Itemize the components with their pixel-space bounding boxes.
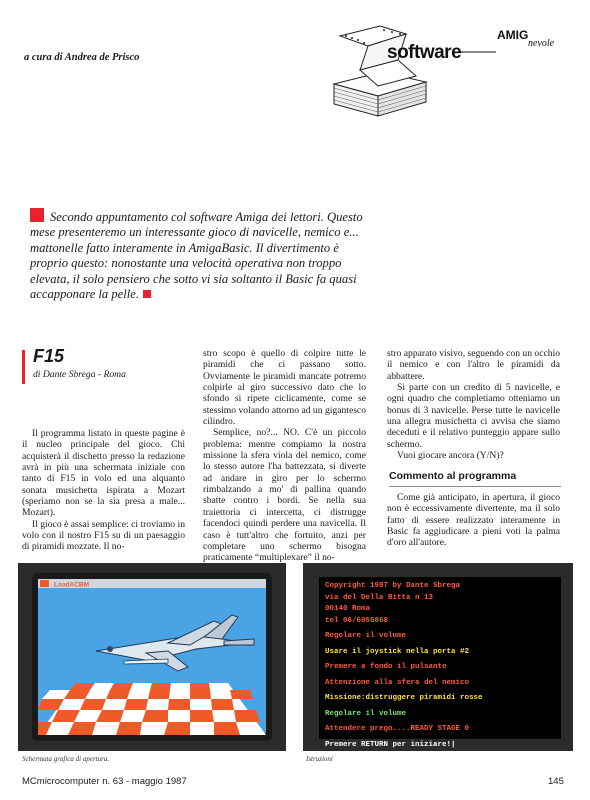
- terminal-line: Attenzione alla sfera del nemico: [325, 678, 470, 687]
- checkerboard-floor: [38, 683, 266, 735]
- paragraph: stro scopo è quello di colpire tutte le piramidi che ci passano sotto. Ovviamente le piramidi mancate potremo colpirle al giro successivo dato che lo sfondo si ripete ciclicamente, come se stessimo volando attorno ad un gigantesco cilindro.: [203, 348, 366, 428]
- paragraph: stro apparato visivo, seguendo con un occhio il nemico e con l'altro le piramidi da abbattere.: [387, 348, 560, 382]
- window-title: LoadACBM: [54, 581, 90, 589]
- terminal-line: Copyright 1987 by Dante Sbrega: [325, 582, 461, 590]
- curated-by: a cura di Andrea de Prisco: [24, 52, 140, 63]
- brand-logo: AMIG: [497, 28, 529, 42]
- terminal-line: Regolare il volume: [325, 709, 407, 718]
- intro-text: Secondo appuntamento col software Amiga dei lettori. Questo mese presenteremo un interessante gioco di navicelle, nemico e... mattonelle fatto interamente in AmigaBasic. Il divertimento è proprio questo: nonostante una velocità operativa non troppo elevata, il solo pensiero che sotto vi sia soltanto il Basic fa quasi accapponare la pelle.: [30, 210, 363, 302]
- article-column-1: [22, 428, 185, 553]
- subheading-rule: [389, 486, 561, 487]
- instructions-screen-photo: [303, 563, 573, 751]
- article-column-3-continued: [387, 492, 560, 549]
- software-logo-graphic: [322, 22, 498, 130]
- terminal-line: via del Della Bitta n 13: [325, 593, 434, 602]
- terminal-line: Regolare il volume: [325, 632, 407, 640]
- page-number: 145: [548, 776, 564, 787]
- right-caption: Istruzioni: [306, 755, 333, 763]
- opening-screen-photo: [18, 563, 286, 751]
- paragraph: Il gioco è assai semplice: ci troviamo in volo con il nostro F15 su di un paesaggio di piramidi mozzate. Il no-: [22, 518, 185, 553]
- article-column-3: [387, 348, 560, 461]
- magazine-issue: MCmicrocomputer n. 63 - maggio 1987: [22, 776, 187, 787]
- title-accent-bar: [22, 350, 25, 384]
- brand-logo-suffix: nevole: [528, 38, 555, 49]
- terminal-screen: [319, 577, 561, 749]
- terminal-lines: [319, 577, 561, 751]
- paragraph: Semplice, no?... NO. C'è un piccolo problema: mentre compiamo la nostra missione la sfera viola del nemico, come lo stesso autore l'ha battezzata, si diverte ad andare in giro per lo schermo rimbalzando a mo' di pallina quando sbatte contro i bordi. Se nella sua traiettoria ci intercetta, ci distrugge facendoci quindi perdere una navicella. Il caso è tutt'altro che fortuito, anzi per completare uno schermo bisogna praticamente “multiplexare” il no-: [203, 427, 366, 564]
- section-title: software: [387, 42, 462, 63]
- paragraph: Vuoi giocare ancora (Y/N)?: [397, 450, 504, 462]
- red-square-marker: [30, 208, 44, 222]
- article-column-2: [203, 348, 366, 564]
- paragraph: Si parte con un credito di 5 navicelle, e ogni quadro che completiamo otteniamo un bonus di 3 navicelle. Perse tutte le navicelle una allegra musichetta ci avvisa che siamo deceduti e il relativo punteggio appare sullo schermo.: [387, 382, 560, 450]
- left-caption: Schermata grafica di apertura.: [22, 755, 110, 763]
- terminal-line: Premere RETURN per iniziare!|: [325, 740, 456, 749]
- terminal-line: Premere a fondo il pulsante: [325, 663, 447, 671]
- intro-paragraph: [30, 208, 375, 302]
- article-author: di Dante Sbrega - Roma: [33, 369, 126, 380]
- terminal-line: tel 06/6055868: [325, 616, 389, 625]
- subheading: Commento al programma: [389, 470, 517, 482]
- terminal-line: Missione:distruggere piramidi rosse: [325, 694, 483, 702]
- paragraph: Come già anticipato, in apertura, il gioco non è eccessivamente divertente, ma il solo fatto di essere realizzato interamente in Basic fa aggiudicare a pieni voti la palma d'oro all'autore.: [387, 492, 560, 549]
- end-square-marker: [143, 290, 151, 298]
- article-title: F15: [33, 346, 65, 366]
- terminal-line: Usare il joystick nella porta #2: [325, 647, 470, 656]
- terminal-line: Attendere prego....READY STAGE 0: [325, 725, 470, 733]
- paragraph: Il programma listato in queste pagine è il nucleo principale del gioco. Chi acquisterà il dischetto presso la redazione avrà in più una schermata iniziale con tanto di F15 in volo ed una alquanto sonata musichetta ispirata a Mozart (speriamo non se la sia presa a male... Mozart).: [22, 428, 185, 519]
- terminal-line: 00140 Roma: [325, 605, 371, 613]
- game-screen-graphic: [18, 563, 286, 751]
